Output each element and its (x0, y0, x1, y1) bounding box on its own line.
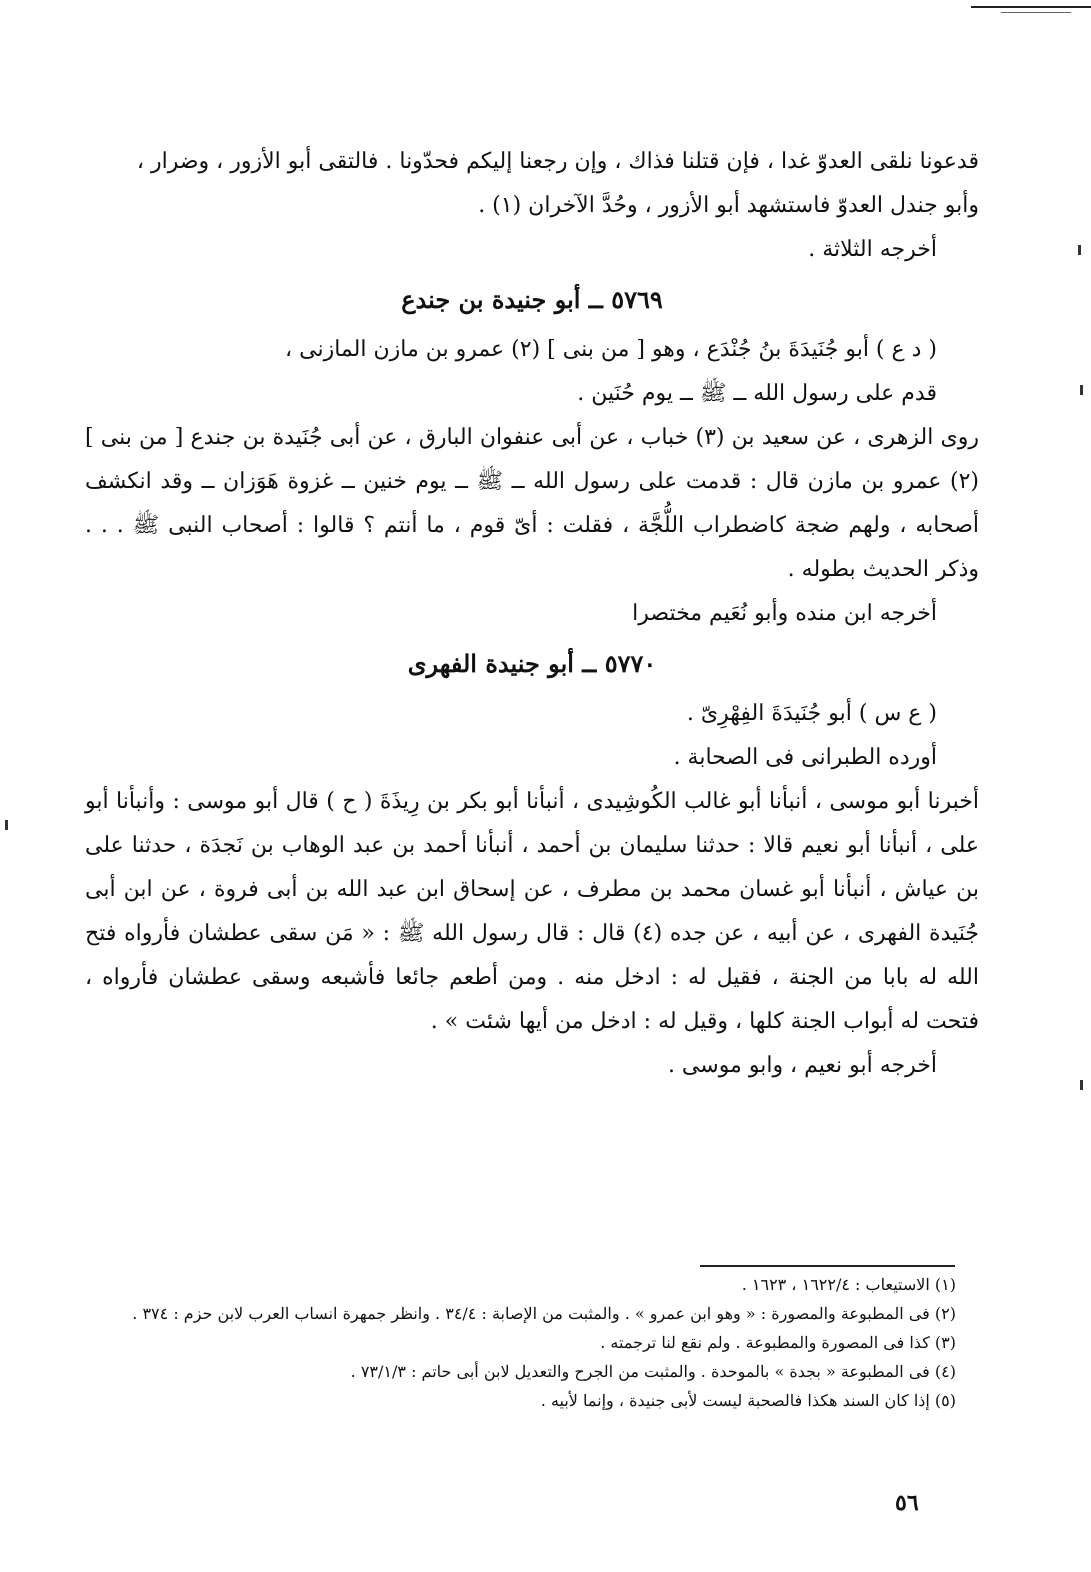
top-rule-secondary (1001, 12, 1071, 13)
entry-heading: ٥٧٦٩ ــ أبو جنيدة بن جندع (401, 285, 663, 314)
footnote: (٢) فى المطبوعة والمصورة : « وهو ابن عمرو » . والمثبت من الإصابة : ٣٤/٤ . وانظر جمهرة انساب العرب لابن حزم : ٣٧٤ . (132, 1304, 956, 1323)
entry-paragraph: ( ع س ) أبو جُنَيدَةَ الفِهْرِىّ . (686, 701, 937, 726)
entry-paragraph: أخرجه ابن منده وأبو نُعَيم مختصرا (632, 601, 937, 626)
entry-paragraph: أخرجه أبو نعيم ، وابو موسى . (667, 1053, 937, 1078)
top-rule (971, 6, 1091, 8)
footnote: (١) الاستيعاب : ١٦٢٢/٤ ، ١٦٢٣ . (741, 1275, 956, 1294)
scan-mark (1080, 1080, 1083, 1090)
footnotes (75, 1270, 956, 1415)
entry-paragraph: قدم على رسول الله ــ ﷺ ــ يوم حُنَين . (577, 381, 937, 406)
scan-mark (1080, 385, 1083, 395)
text-line: أخرجه الثلاثة . (808, 237, 937, 262)
main-text (85, 140, 979, 1088)
entry-heading: ٥٧٧٠ ــ أبو جنيدة الفهرى (407, 649, 657, 678)
text-line: قدعونا نلقى العدوّ غدا ، فإن قتلنا فذاك ، وإن رجعنا إليكم فحدّونا . فالتقى أبو الأزور ، وضرار ، (136, 149, 979, 174)
footnote: (٤) فى المطبوعة « بجدة » بالموحدة . والمثبت من الجرح والتعديل لابن أبى حاتم : ٧٣/١/٣ . (350, 1362, 956, 1381)
entry-paragraph: روى الزهرى ، عن سعيد بن (٣) خباب ، عن أبى عنفوان البارق ، عن أبى جُنَيدة بن جندع [ من بنى ] (٢) عمرو بن مازن قال : قدمت على رسول الله ــ ﷺ ــ يوم خنين ــ غزوة هَوَزان ــ وقد انكشف أصحابه ، ولهم ضجة كاضطراب اللُّجَّة ، فقلت : أىّ قوم ، ما أنتم ؟ قالوا : أصحاب النبى ﷺ . . . وذكر الحديث بطوله . (85, 425, 979, 582)
footnote-rule (700, 1265, 955, 1267)
footnote: (٥) إذا كان السند هكذا فالصحبة ليست لأبى جنيدة ، وإنما لأبيه . (540, 1391, 956, 1410)
footnote: (٣) كذا فى المصورة والمطبوعة . ولم نقع لنا ترجمته . (600, 1333, 956, 1352)
text-line: وأبو جندل العدوّ فاستشهد أبو الأزور ، وحُدَّ الآخران (١) . (478, 193, 979, 218)
scan-mark (1078, 245, 1081, 255)
entry-paragraph: ( د ع ) أبو جُنَيدَةَ بنُ جُنْدَع ، وهو [ من بنى ] (٢) عمرو بن مازن المازنى ، (285, 337, 937, 362)
entry-paragraph: أورده الطبرانى فى الصحابة . (673, 745, 937, 770)
page-number: ٥٦ (895, 1490, 919, 1516)
scan-mark (5, 820, 8, 830)
entry-paragraph: أخبرنا أبو موسى ، أنبأنا أبو غالب الكُوشِيدى ، أنبأنا أبو بكر بن رِيذَةَ ( ح ) قال أبو موسى : وأنبأنا أبو على ، أنبأنا أبو نعيم قالا : حدثنا سليمان بن أحمد ، أنبأنا أحمد بن عبد الوهاب بن نَجدَة ، حدثنا على بن عياش ، أنبأنا أبو غسان محمد بن مطرف ، عن إسحاق ابن عبد الله بن أبى فروة ، عن ابن أبى جُنَيدة الفهرى ، عن أبيه ، عن جده (٤) قال : قال رسول الله ﷺ : « مَن سقى عطشان فأرواه فتح الله له بابا من الجنة ، فقيل له : ادخل منه . ومن أطعم جائعا فأشبعه وسقى عطشان فأرواه ، فتحت له أبواب الجنة كلها ، وقيل له : ادخل من أيها شئت » . (85, 789, 979, 1034)
